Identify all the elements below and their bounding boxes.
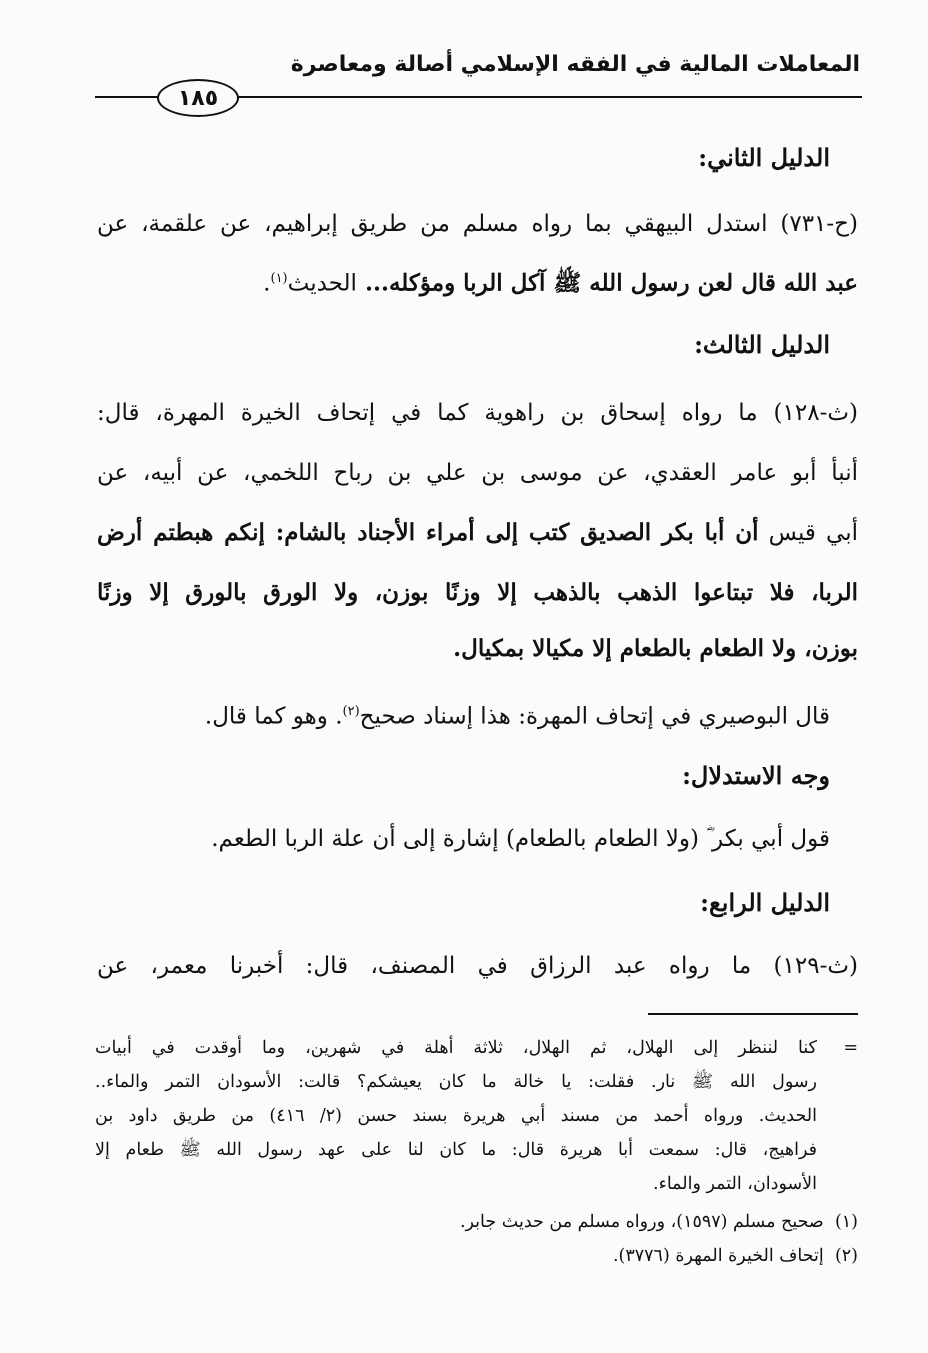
footnote-1	[460, 1209, 858, 1235]
running-header-title: المعاملات المالية في الفقه الإسلامي أصالة ومعاصرة	[290, 52, 860, 77]
footnote-1-number: (١)	[834, 1212, 858, 1232]
footnote-cont-line-2: رسول الله ﷺ نار. فقلت: يا خالة ما كان يعيشكم؟ قالت: الأسودان التمر والماء..	[95, 1072, 817, 1092]
sentence-end: .	[263, 270, 271, 297]
heading-inference: وجه الاستدلال:	[682, 761, 830, 790]
paragraph-2-line-3	[97, 518, 858, 548]
paragraph-2-line-4: الربا، فلا تبتاعوا الذهب بالذهب إلا وزنًا بوزن، ولا الورق بالورق إلا وزنًا	[97, 579, 858, 606]
page-number-badge	[157, 79, 239, 117]
footnote-continuation-marker: =	[843, 1038, 858, 1058]
footnote-2-number: (٢)	[834, 1246, 858, 1266]
footnote-cont-line-5: الأسودان، التمر والماء.	[653, 1174, 817, 1194]
heading-fourth-evidence: الدليل الرابع:	[700, 888, 830, 917]
heading-third-evidence: الدليل الثالث:	[694, 330, 830, 359]
paragraph-1-line-1: (ح-٧٣١) استدل البيهقي بما رواه مسلم من طريق إبراهيم، عن علقمة، عن	[97, 211, 858, 237]
busiri-statement-end: . وهو كما قال.	[204, 703, 343, 730]
paragraph-2-line-5: بوزن، ولا الطعام بالطعام إلا مكيالا بمكيال.	[453, 635, 858, 662]
narrator-name: أبي قيس	[758, 520, 858, 546]
footnote-cont-line-1: كنا لننظر إلى الهلال، ثم الهلال، ثلاثة أهلة في شهرين، وما أوقدت في أبيات	[95, 1038, 817, 1058]
page-number: ١٨٥	[177, 85, 219, 111]
heading-second-evidence: الدليل الثاني:	[698, 143, 830, 172]
paragraph-5-line-1: (ث-١٢٩) ما رواه عبد الرزاق في المصنف، قال: أخبرنا معمر، عن	[97, 953, 858, 979]
hadith-label: الحديث	[287, 270, 357, 297]
footnote-cont-line-4: فراهيج، قال: سمعت أبا هريرة قال: ما كان لنا على عهد رسول الله ﷺ طعام إلا	[95, 1140, 817, 1160]
footnote-1-text: صحيح مسلم (١٥٩٧)، ورواه مسلم من حديث جابر.	[459, 1212, 824, 1232]
busiri-statement: قال البوصيري في إتحاف المهرة: هذا إسناد صحيح	[359, 703, 830, 730]
hadith-text: عبد الله قال لعن رسول الله ﷺ آكل الربا ومؤكله...	[356, 269, 858, 297]
footnote-2	[613, 1243, 858, 1269]
athar-text-start: أن أبا بكر الصديق كتب إلى أمراء الأجناد بالشام: إنكم هبطتم أرض	[97, 519, 759, 546]
paragraph-2-line-1: (ث-١٢٨) ما رواه إسحاق بن راهوية كما في إتحاف الخيرة المهرة، قال:	[97, 400, 858, 426]
footnote-2-text: إتحاف الخيرة المهرة (٣٧٧٦).	[612, 1246, 824, 1266]
footnote-ref-1: (١)	[270, 271, 288, 286]
paragraph-1-line-2	[97, 264, 858, 299]
paragraph-4: قول أبي بكر ؓ (ولا الطعام بالطعام) إشارة إلى أن علة الربا الطعم.	[211, 826, 830, 852]
paragraph-2-line-2: أنبأ أبو عامر العقدي، عن موسى بن علي بن رباح اللخمي، عن أبيه، عن	[97, 460, 858, 486]
footnote-ref-2: (٢)	[342, 704, 360, 719]
footnote-cont-line-3: الحديث. ورواه أحمد من مسند أبي هريرة بسند حسن (٢/ ٤١٦) من طريق داود بن	[95, 1106, 817, 1126]
footnote-separator	[648, 1013, 858, 1015]
paragraph-3	[205, 697, 830, 732]
